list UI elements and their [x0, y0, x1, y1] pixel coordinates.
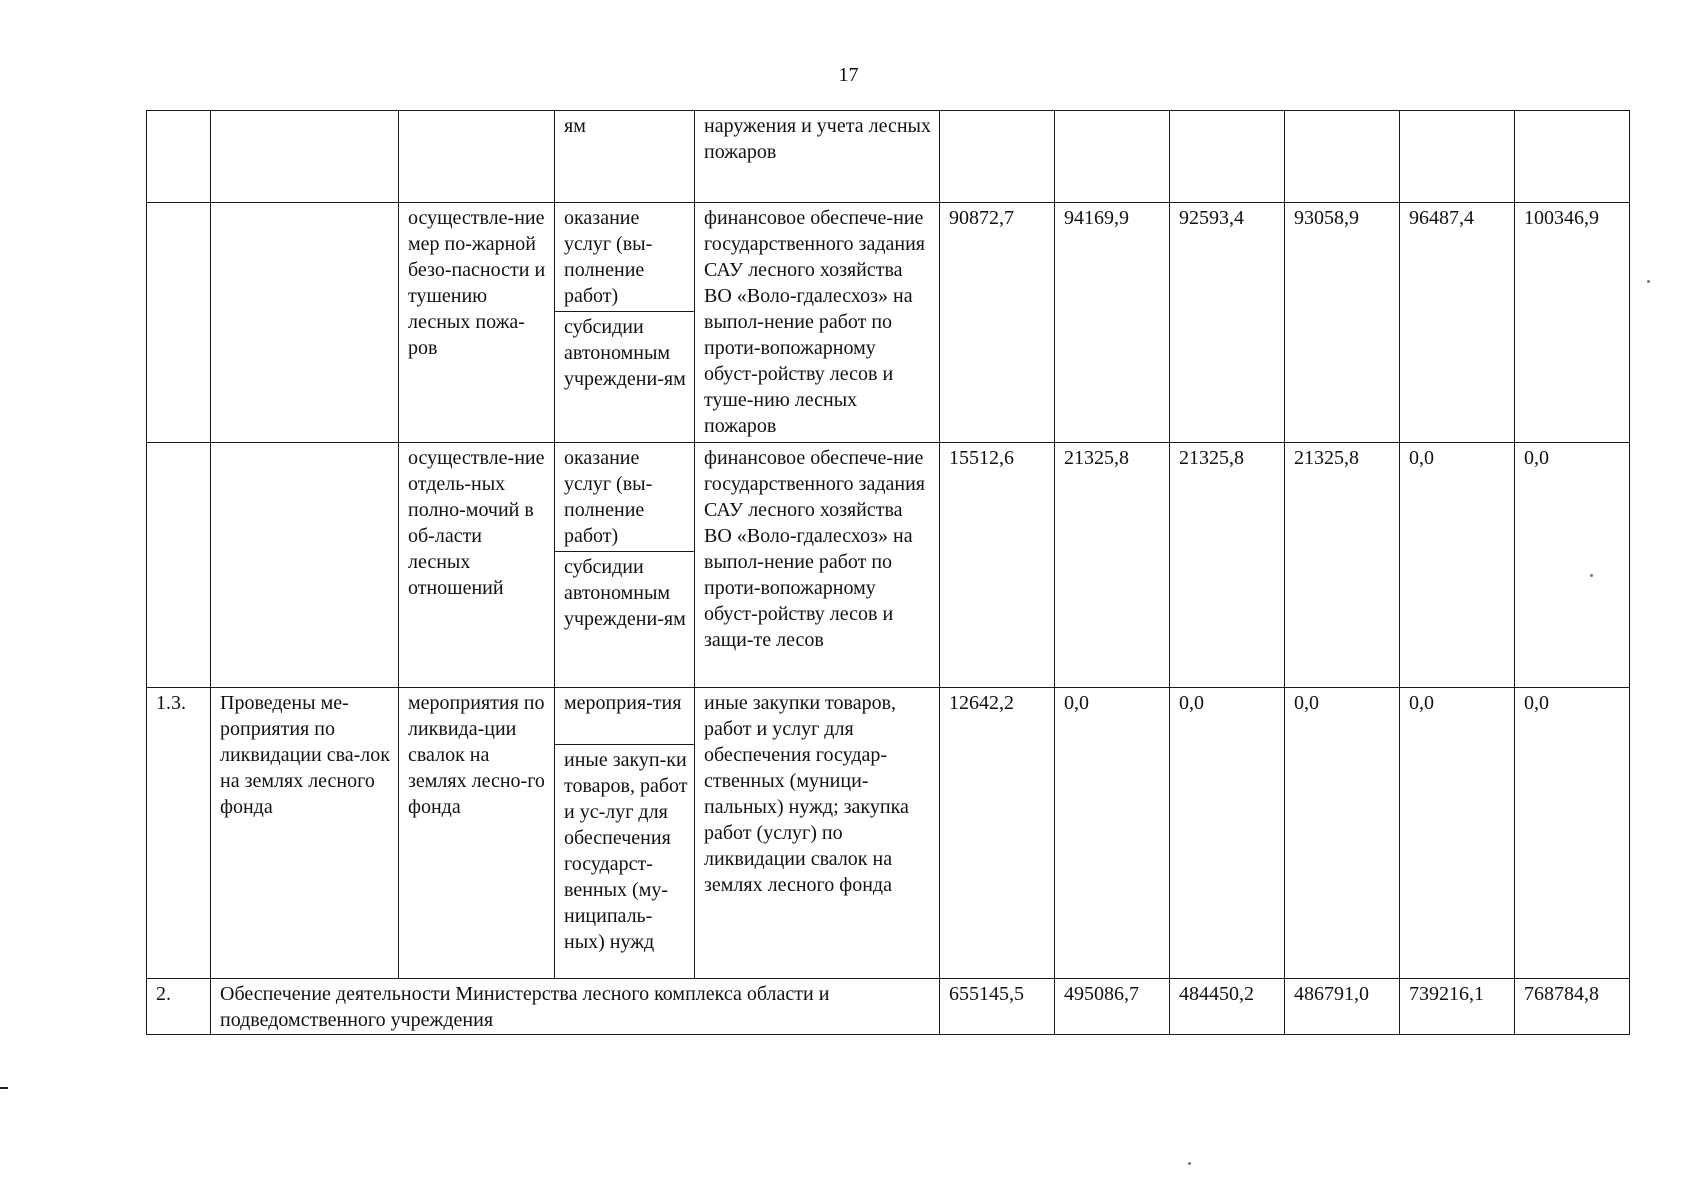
type-cell: [555, 443, 695, 688]
value-cell: 486791,0: [1285, 979, 1400, 1035]
value-cell: 92593,4: [1170, 203, 1285, 443]
value-cell: 21325,8: [1170, 443, 1285, 688]
value-cell: 21325,8: [1055, 443, 1170, 688]
margin-dash-mark: [0, 1087, 8, 1089]
value-cell: 94169,9: [1055, 203, 1170, 443]
measure-cell: осуществле-ние отдель-ных полно-мочий в об-ласти лесных отношений: [399, 443, 555, 688]
description-cell: наружения и учета лесных пожаров: [695, 111, 940, 203]
value-cell: 0,0: [1170, 688, 1285, 979]
description-cell: иные закупки товаров, работ и услуг для обеспечения государ-ственных (муници-пальных) нужд; закупка работ (услуг) по ликвидации свалок на землях лесного фонда: [695, 688, 940, 979]
value-cell: 484450,2: [1170, 979, 1285, 1035]
measure-cell: мероприятия по ликвида-ции свалок на землях лесно-го фонда: [399, 688, 555, 979]
type-cell: [555, 688, 695, 979]
table-row: [147, 688, 1630, 979]
type-entry: субсидии автономным учреждени-ям: [564, 316, 686, 390]
type-entry: оказание услуг (вы-полнение работ): [555, 443, 694, 552]
scan-speck: [1590, 574, 1593, 577]
value-cell: 93058,9: [1285, 203, 1400, 443]
value-cell: 90872,7: [940, 203, 1055, 443]
value-cell: 21325,8: [1285, 443, 1400, 688]
page-number: 17: [838, 64, 859, 86]
table-row: [147, 111, 1630, 203]
type-cell: [555, 203, 695, 443]
goal-cell: [211, 111, 399, 203]
value-cell: 768784,8: [1515, 979, 1630, 1035]
row-number: 1.3.: [147, 688, 211, 979]
value-cell: 0,0: [1400, 443, 1515, 688]
value-cell: 15512,6: [940, 443, 1055, 688]
value-cell: 12642,2: [940, 688, 1055, 979]
type-entry: субсидии автономным учреждени-ям: [564, 556, 686, 630]
measure-cell: осуществле-ние мер по-жарной безо-пасности и тушению лесных пожа-ров: [399, 203, 555, 443]
value-cell: 495086,7: [1055, 979, 1170, 1035]
type-cell: ям: [555, 111, 695, 203]
table-row: [147, 203, 1630, 443]
scan-speck: [1188, 1162, 1191, 1165]
value-cell: [1055, 111, 1170, 203]
value-cell: 0,0: [1515, 688, 1630, 979]
goal-cell: Проведены ме-роприятия по ликвидации сва-лок на землях лесного фонда: [211, 688, 399, 979]
value-cell: 655145,5: [940, 979, 1055, 1035]
value-cell: 0,0: [1055, 688, 1170, 979]
description-cell: финансовое обеспече-ние государственного задания САУ лесного хозяйства ВО «Воло-гдалесхоз» на выпол-нение работ по проти-вопожарному обуст-ройству лесов и защи-те лесов: [695, 443, 940, 688]
value-cell: [1515, 111, 1630, 203]
value-cell: 0,0: [1515, 443, 1630, 688]
table-row: [147, 979, 1630, 1035]
type-entry: мероприя-тия: [555, 688, 694, 745]
value-cell: 96487,4: [1400, 203, 1515, 443]
description-cell: финансовое обеспече-ние государственного задания САУ лесного хозяйства ВО «Воло-гдалесхоз» на выпол-нение работ по проти-вопожарному обуст-ройству лесов и туше-нию лесных пожаров: [695, 203, 940, 443]
type-entry: оказание услуг (вы-полнение работ): [555, 203, 694, 312]
row-number: [147, 111, 211, 203]
goal-cell: [211, 443, 399, 688]
value-cell: [1400, 111, 1515, 203]
value-cell: 739216,1: [1400, 979, 1515, 1035]
measure-cell: [399, 111, 555, 203]
goal-cell: Обеспечение деятельности Министерства лесного комплекса области и подведомственного учреждения: [211, 979, 940, 1035]
value-cell: [1170, 111, 1285, 203]
value-cell: 100346,9: [1515, 203, 1630, 443]
row-number: 2.: [147, 979, 211, 1035]
value-cell: 0,0: [1400, 688, 1515, 979]
type-entry: иные закуп-ки товаров, работ и ус-луг для обеспечения государст-венных (му-ниципаль-ных) нужд: [564, 749, 688, 953]
scan-speck: [1647, 280, 1650, 283]
value-cell: [1285, 111, 1400, 203]
goal-cell: [211, 203, 399, 443]
value-cell: 0,0: [1285, 688, 1400, 979]
budget-table: [146, 110, 1630, 1035]
value-cell: [940, 111, 1055, 203]
row-number: [147, 443, 211, 688]
row-number: [147, 203, 211, 443]
table-row: [147, 443, 1630, 688]
